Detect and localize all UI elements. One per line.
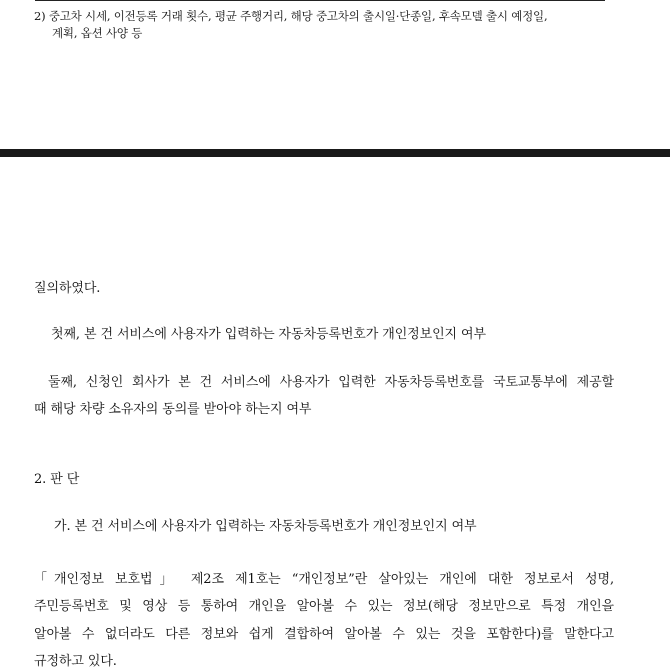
footnote-line-1: 2) 중고차 시세, 이전등록 거래 횟수, 평균 주행거리, 해당 중고차의 출시일·단종일, 후속모델 출시 예정일, [34, 9, 548, 23]
subsection-heading: 가. 본 건 서비스에 사용자가 입력하는 자동차등록번호가 개인정보인지 여부 [54, 519, 477, 534]
footnote [34, 8, 614, 42]
paragraph-law-line-3: 알아볼 수 없더라도 다른 정보와 쉽게 결합하여 알아볼 수 있는 것을 포함한다)를 말한다고 [34, 627, 614, 642]
page-break-divider [0, 149, 670, 157]
question-second-line-2: 때 해당 차량 소유자의 동의를 받아야 하는지 여부 [34, 402, 312, 417]
question-first: 첫째, 본 건 서비스에 사용자가 입력하는 자동차등록번호가 개인정보인지 여부 [51, 327, 486, 342]
footnote-line-2: 계획, 옵션 사양 등 [52, 26, 143, 40]
question-second-line-1: 둘째, 신청인 회사가 본 건 서비스에 사용자가 입력한 자동차등록번호를 국토교통부에 제공할 [48, 375, 614, 390]
paragraph-query-end: 질의하였다. [34, 281, 101, 296]
footnote-rule [35, 0, 605, 1]
section-heading: 2. 판 단 [34, 472, 80, 487]
paragraph-law-line-2: 주민등록번호 및 영상 등 통하여 개인을 알아볼 수 있는 정보(해당 정보만으로 특정 개인을 [34, 599, 614, 614]
paragraph-law-line-1: 「개인정보 보호법」 제2조 제1호는 “개인정보”란 살아있는 개인에 대한 정보로서 성명, [34, 572, 614, 587]
paragraph-law-line-4: 규정하고 있다. [34, 654, 117, 669]
